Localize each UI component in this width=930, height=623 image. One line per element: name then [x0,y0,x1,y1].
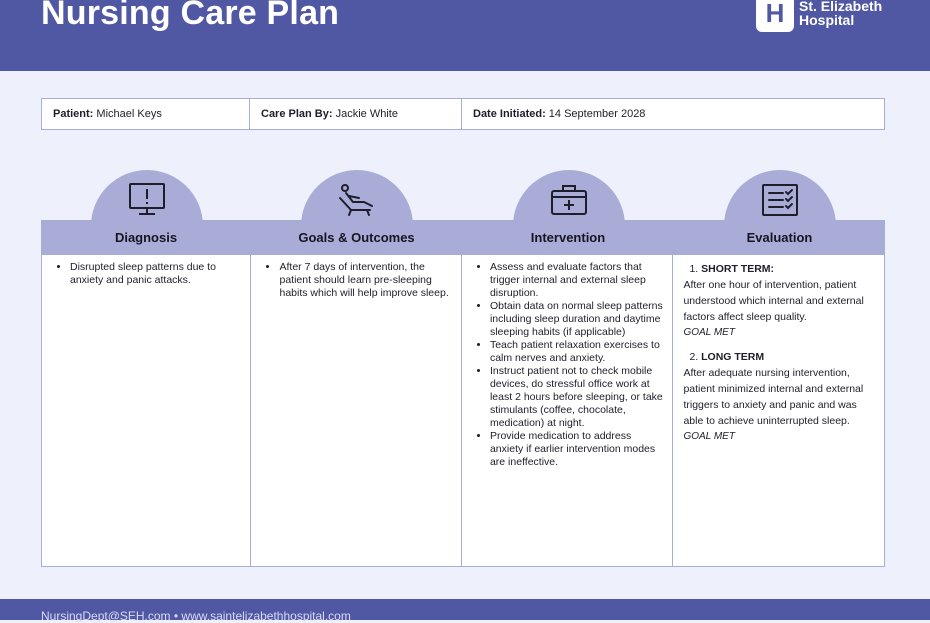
goals-heading: Goals & Outcomes [298,230,415,245]
hospital-h-icon: H [756,0,794,32]
long-term-heading [683,349,876,365]
short-term-title: SHORT TERM: [701,263,775,275]
long-term-number: 2. [689,351,699,363]
footer-bar [0,599,930,623]
care-plan-table [41,255,885,567]
list-item: • Provide medication to address anxiety if earlier intervention modes are ineffective. [490,430,666,469]
intervention-list [462,261,672,469]
short-term-goal-status: GOAL MET [683,327,735,338]
list-item: • After 7 days of intervention, the patient should learn pre-sleeping habits which will help improve sleep. [279,261,454,300]
checklist-icon [760,182,800,218]
column-icons [41,170,885,222]
patient-value: Michael Keys [96,108,162,120]
page-title: Nursing Care Plan [41,0,340,32]
care-plan-by-field [250,99,462,129]
list-item: • Assess and evaluate factors that trigger internal and external sleep disruption. [490,261,666,300]
short-term-heading [683,261,876,277]
long-term-text: After adequate nursing intervention, patient minimized internal and external triggers to anxiety and panic and was able to achieve uninterrupted sleep. [683,367,864,427]
diagnosis-list [42,261,250,287]
header-banner [0,0,930,71]
patient-label: Patient: [53,108,94,120]
first-aid-kit-icon [549,182,589,218]
long-term-title: LONG TERM [701,351,765,363]
patient-info-bar [41,98,885,130]
long-term-goal-status: GOAL MET [683,431,735,442]
list-item: • Obtain data on normal sleep patterns including sleep duration and daytime sleeping habits (if applicable) [490,300,666,339]
short-term-number: 1. [689,263,699,275]
diagnosis-heading: Diagnosis [114,230,178,245]
list-item: • Instruct patient not to check mobile devices, do stressful office work at least 2 hours before sleeping, or take stimulants (coffee, chocolate, medication) at night. [490,365,666,430]
evaluation-column [673,255,884,566]
reclining-person-icon [337,182,377,218]
care-plan-by-value: Jackie White [335,108,398,120]
short-term-text: After one hour of intervention, patient understood which internal and external factors affect sleep quality. [683,279,864,323]
list-item: • Teach patient relaxation exercises to calm nerves and anxiety. [490,339,666,365]
monitor-alert-icon [127,182,167,218]
hospital-name [799,0,882,27]
date-initiated-field [462,99,882,129]
patient-field [42,99,250,129]
hospital-logo [756,0,882,32]
date-initiated-label: Date Initiated: [473,108,546,120]
footer-contact: NursingDept@SEH.com • www.saintelizabethhospital.com [41,609,351,623]
diagnosis-column [42,255,251,566]
intervention-heading: Intervention [530,230,606,245]
list-item: • Disrupted sleep patterns due to anxiety and panic attacks. [70,261,244,287]
goals-list [251,261,460,300]
hospital-name-line2: Hospital [799,12,855,28]
column-header-bar [41,220,885,255]
date-initiated-value: 14 September 2028 [548,108,646,120]
hospital-name-line1: St. Elizabeth [799,0,883,14]
intervention-column [462,255,673,566]
evaluation-heading: Evaluation [746,230,813,245]
goals-column [251,255,461,566]
care-plan-by-label: Care Plan By: [261,108,333,120]
